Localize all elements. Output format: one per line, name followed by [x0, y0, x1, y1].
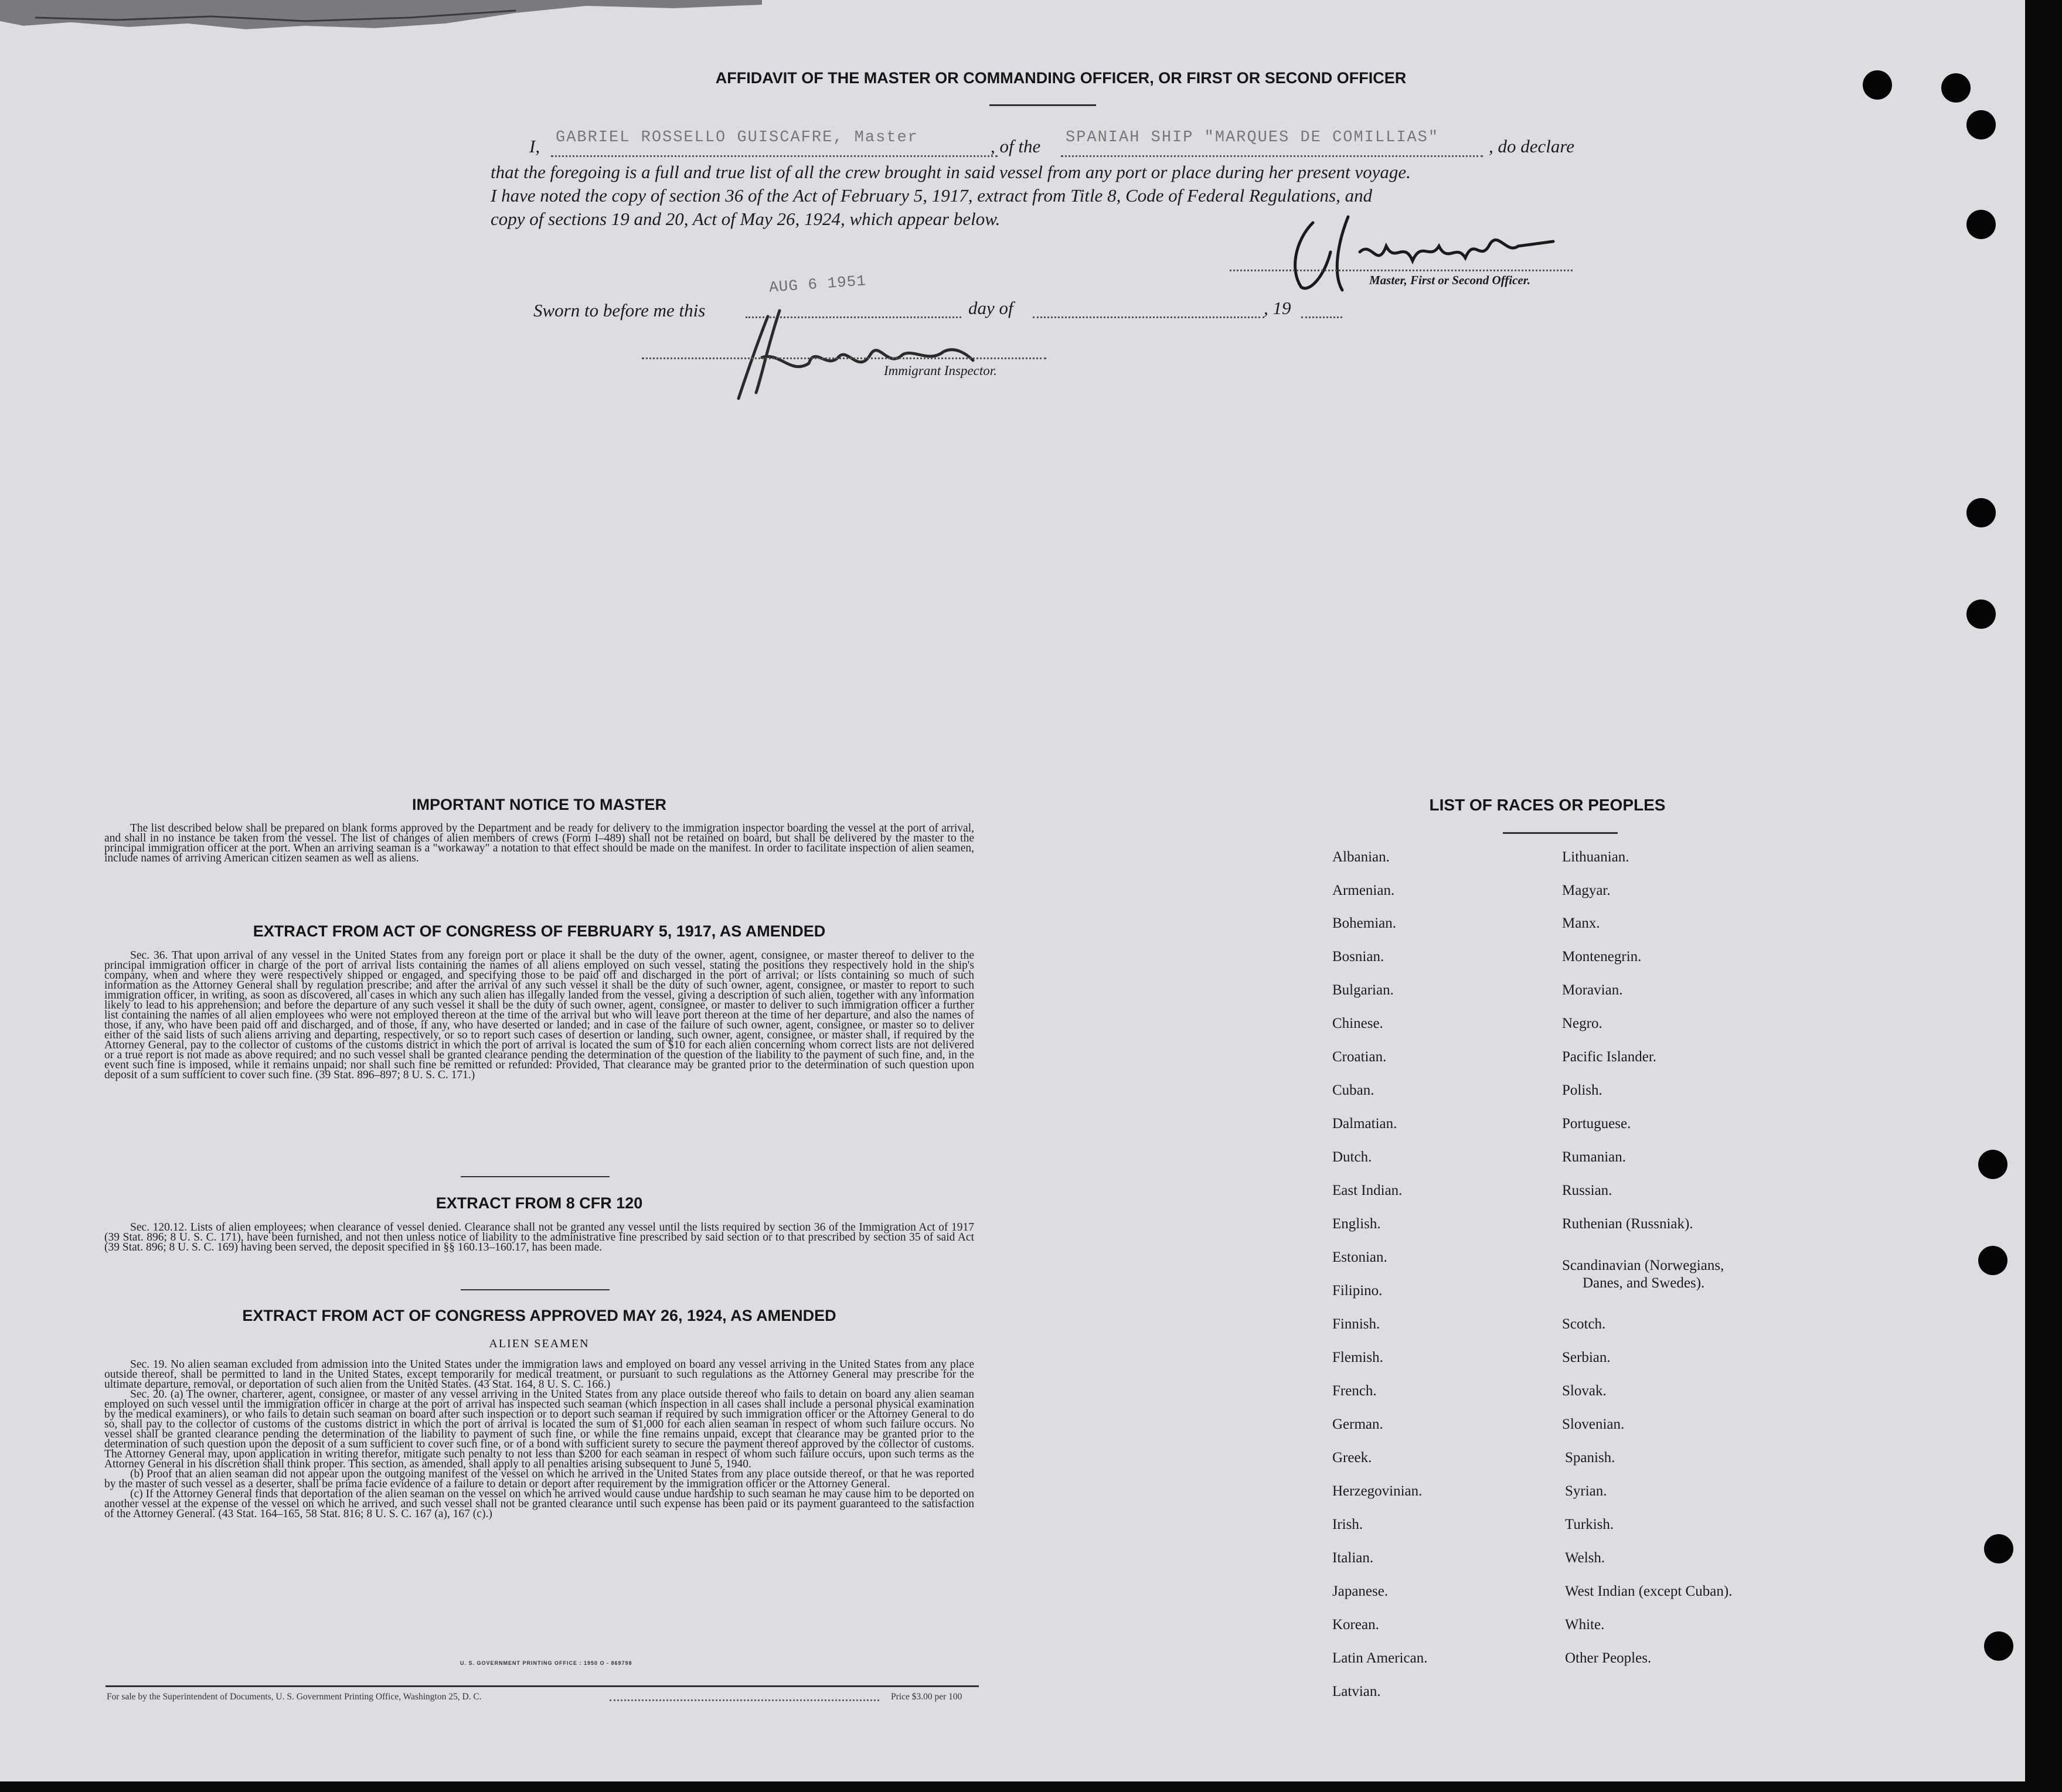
race-item: Bosnian.	[1332, 949, 1384, 965]
punch-hole	[1966, 210, 1996, 239]
sworn-label: Sworn to before me this	[533, 300, 706, 321]
scan-border-bottom	[0, 1781, 2062, 1792]
race-item: Manx.	[1562, 915, 1600, 931]
race-item: Welsh.	[1565, 1550, 1605, 1566]
declaration-line-4: copy of sections 19 and 20, Act of May 26, 1924, which appear below.	[491, 209, 1001, 229]
race-item: Greek.	[1332, 1450, 1372, 1466]
punch-hole	[1966, 498, 1996, 527]
race-item: Chinese.	[1332, 1016, 1383, 1031]
races-title-rule	[1503, 832, 1618, 834]
section-19-paragraph: Sec. 19. No alien seaman excluded from admission into the United States under the immigration laws and employed on board any vessel arriving in the United States from any place outside thereof, shall be permitted to land in the United States, except temporarily for medical treatment, or pursuant to such regulations as the Attorney General may prescribe for the ultimate departure, removal, or deportation of such alien from the United States. (43 Stat. 164, 8 U. S. C. 166.)	[104, 1358, 974, 1391]
footer-leader	[610, 1699, 879, 1701]
race-item: Finnish.	[1332, 1316, 1380, 1332]
race-item: Serbian.	[1562, 1350, 1611, 1365]
affidavit-title: AFFIDAVIT OF THE MASTER OR COMMANDING OFFICER, OR FIRST OR SECOND OFFICER	[715, 69, 1407, 87]
punch-hole	[1966, 599, 1996, 629]
footer-rule	[106, 1685, 979, 1687]
extract-1924-title: EXTRACT FROM ACT OF CONGRESS APPROVED MAY 26, 1924, AS AMENDED	[242, 1307, 836, 1324]
race-item: Flemish.	[1332, 1350, 1383, 1365]
race-item: Russian.	[1562, 1183, 1612, 1198]
master-officer-label: Master, First or Second Officer.	[1369, 273, 1530, 287]
race-item: Spanish.	[1565, 1450, 1615, 1466]
month-line	[1033, 316, 1264, 318]
year-prefix: , 19	[1264, 298, 1291, 318]
race-item: French.	[1332, 1383, 1377, 1399]
declaration-i: I,	[529, 136, 540, 156]
notice-paragraph: The list described below shall be prepared on blank forms approved by the Department and be ready for delivery to the immigration inspector boarding the vessel at the port of arrival, and shall in no instance be taken from the vessel. The list of changes of alien members of crews (Form I–489) shall not be retained on board, but shall be delivered by the master to the principal immigration officer at the port. When an arriving seaman is a "workaway" a notation to that effect should be made on the manifest. In order to facilitate inspection of alien seamen, include names of arriving American citizen seamen as well as aliens.	[104, 822, 974, 864]
master-signature-line	[1230, 270, 1573, 271]
race-item: Filipino.	[1332, 1283, 1383, 1299]
race-item: Polish.	[1562, 1082, 1602, 1098]
race-item: Syrian.	[1565, 1483, 1607, 1499]
race-item: Korean.	[1332, 1617, 1379, 1633]
torn-top-edge	[0, 0, 762, 33]
race-item: Albanian.	[1332, 849, 1390, 865]
punch-hole	[1984, 1534, 2013, 1563]
race-item: Negro.	[1562, 1016, 1602, 1031]
gpo-imprint: U. S. GOVERNMENT PRINTING OFFICE : 1950 O - 869798	[460, 1660, 632, 1666]
divider	[461, 1289, 610, 1290]
declaration-line-2: that the foregoing is a full and true list of all the crew brought in said vessel from any port or place during her present voyage.	[491, 162, 1411, 182]
do-declare-label: , do declare	[1489, 136, 1575, 156]
inspector-signature	[727, 299, 996, 404]
race-item: Irish.	[1332, 1517, 1363, 1532]
punch-hole	[1863, 70, 1892, 100]
section-20b-paragraph: (b) Proof that an alien seaman did not appear upon the outgoing manifest of the vessel on which he arrived in the United States from any place outside thereof, or that he was reported by the master of such vessel as a deserter, shall be prima facie evidence of a failure to detain or deport after requirement by the immigration officer or the Attorney General.	[104, 1468, 974, 1490]
race-item: Japanese.	[1332, 1583, 1389, 1599]
race-item: Italian.	[1332, 1550, 1374, 1566]
race-item: Latin American.	[1332, 1650, 1428, 1666]
race-item: Other Peoples.	[1565, 1650, 1652, 1666]
extract-1924-text	[104, 1360, 974, 1519]
race-item: Scotch.	[1562, 1316, 1606, 1332]
of-the-label: , of the	[991, 136, 1041, 156]
extract-1917-text	[104, 950, 974, 1080]
race-item: Magyar.	[1562, 883, 1611, 898]
race-item: Slovak.	[1562, 1383, 1607, 1399]
punch-hole	[1984, 1631, 2013, 1661]
punch-hole	[1978, 1246, 2007, 1275]
notice-text	[104, 823, 974, 863]
master-name-line	[551, 155, 998, 157]
race-item: Portuguese.	[1562, 1116, 1631, 1132]
punch-hole	[1966, 110, 1996, 139]
date-stamp: AUG 6 1951	[768, 272, 867, 297]
race-item: Ruthenian (Russniak).	[1562, 1216, 1693, 1232]
extract-cfr-text	[104, 1222, 974, 1252]
price: Price $3.00 per 100	[891, 1692, 962, 1702]
section-36-paragraph: Sec. 36. That upon arrival of any vessel in the United States from any foreign port or place it shall be the duty of the owner, agent, consignee, or master thereof to deliver to the principal immigration officer in charge of the port of arrival lists containing the names of all aliens employed on such vessel, stating the positions they respectively hold in the ship's company, when and where they were respectively shipped or engaged, and specifying those to be paid off and discharged in the port of arrival; or lists containing so much of such information as the Attorney General shall by regulation prescribe; and after the arrival of any such vessel it shall be the duty of such owner, agent, consignee, or master to report to such immigration officer, in writing, as soon as discovered, all cases in which any such alien has illegally landed from the vessel, giving a description of such alien, together with any information likely to lead to his apprehension; and before the departure of any such vessel it shall be the duty of such owner, agent, consignee, or master to deliver to such immigration officer a further list containing the names of all alien employees who were not employed thereon at the time of the arrival but who will leave port thereon at the time of her departure, and also the names of those, if any, who have been paid off and discharged, and of those, if any, who have deserted or landed; and in case of the failure of such owner, agent, consignee, or master so to deliver either of the said lists of such aliens arriving and departing, respectively, or so to report such cases of desertion or landing, such owner, agent, consignee, or master shall, if required by the Attorney General, pay to the collector of customs of the customs district in which the port of arrival is located the sum of $10 for each alien concerning whom correct lists are not delivered or a true report is not made as above required; and no such vessel shall be granted clearance pending the determination of the question of the liability to the payment of such fine, and, in the event such fine is imposed, while it remains unpaid; nor shall such fine be remitted or refunded: Provided, That clearance may be granted prior to the determination of such question upon deposit of a sum sufficient to cover such fine. (39 Stat. 896–897; 8 U. S. C. 171.)	[104, 949, 974, 1081]
year-line	[1301, 316, 1342, 318]
day-of-label: day of	[968, 298, 1013, 318]
race-item: Lithuanian.	[1562, 849, 1629, 865]
divider	[461, 1176, 610, 1177]
inspector-line	[642, 357, 1046, 359]
race-item: East Indian.	[1332, 1183, 1403, 1198]
race-item: Pacific Islander.	[1562, 1049, 1657, 1065]
race-item: Rumanian.	[1562, 1149, 1627, 1165]
race-item: Bohemian.	[1332, 915, 1397, 931]
section-20a-paragraph: Sec. 20. (a) The owner, charterer, agent, consignee, or master of any vessel arriving in the United States from any place outside thereof who fails to detain on board any alien seaman employed on such vessel until the immigration officer in charge at the port of arrival has inspected such seaman (which inspection in all cases shall include a personal physical examination by the medical examiners), or who fails to detain such seaman on board after such inspection or to deport such seaman if required by such immigration officer or the Attorney General to do so, shall pay to the collector of customs of the customs district in which the port of arrival is located the sum of $1,000 for each alien seaman in respect of whom such failure occurs. No vessel shall be granted clearance pending the determination of the liability to payment of such fine, or while the fine remains unpaid, except that clearance may be granted prior to the determination of such question upon the deposit of a sum sufficient to cover such fine, or of a bond with sufficient surety to secure the payment thereof approved by the collector of customs. The Attorney General may, upon application in writing therefor, mitigate such penalty to not less than $200 for each seaman in respect of whom such failure occurs, upon such terms as the Attorney General in his discretion shall think proper. This section, as amended, shall apply to all penalties arising subsequent to June 5, 1940.	[104, 1388, 974, 1470]
race-item: Scandinavian (Norwegians,	[1562, 1258, 1724, 1273]
race-item: Moravian.	[1562, 982, 1623, 998]
extract-cfr-title: EXTRACT FROM 8 CFR 120	[435, 1194, 643, 1212]
race-item: Slovenian.	[1562, 1416, 1625, 1432]
race-item: Cuban.	[1332, 1082, 1374, 1098]
race-item: Bulgarian.	[1332, 982, 1394, 998]
race-item: Croatian.	[1332, 1049, 1387, 1065]
race-item: English.	[1332, 1216, 1381, 1232]
alien-seamen-subtitle: ALIEN SEAMEN	[489, 1337, 590, 1350]
race-item: Turkish.	[1565, 1517, 1614, 1532]
punch-hole	[1941, 73, 1971, 103]
punch-hole	[1978, 1150, 2007, 1179]
race-item: Dutch.	[1332, 1149, 1372, 1165]
title-rule	[989, 104, 1096, 106]
race-item: West Indian (except Cuban).	[1565, 1583, 1733, 1599]
extract-1917-title: EXTRACT FROM ACT OF CONGRESS OF FEBRUARY 5, 1917, AS AMENDED	[253, 922, 826, 940]
master-name-typed: GABRIEL ROSSELLO GUISCAFRE, Master	[556, 129, 918, 147]
sale-notice: For sale by the Superintendent of Documents, U. S. Government Printing Office, Washington 25, D. C.	[107, 1692, 482, 1702]
vessel-name-line	[1061, 155, 1483, 157]
race-item: German.	[1332, 1416, 1383, 1432]
section-120-paragraph: Sec. 120.12. Lists of alien employees; when clearance of vessel denied. Clearance shall not be granted any vessel until the lists required by section 36 of the Immigration Act of 1917 (39 Stat. 896; 8 U. S. C. 171), have been furnished, and not then unless notice of liability to the administrative fine prescribed by said section or to that prescribed by section 35 of said Act (39 Stat. 896; 8 U. S. C. 169) having been served, the deposit specified in §§ 160.13–160.17, has been made.	[104, 1221, 974, 1253]
race-item: Estonian.	[1332, 1249, 1387, 1265]
race-item: Latvian.	[1332, 1684, 1381, 1699]
declaration-line-3: I have noted the copy of section 36 of the Act of February 5, 1917, extract from Title 8, Code of Federal Regulations, and	[491, 185, 1373, 206]
race-item: Herzegovinian.	[1332, 1483, 1423, 1499]
race-item: Armenian.	[1332, 883, 1395, 898]
scan-border-right	[2025, 0, 2062, 1792]
vessel-name-typed: SPANIAH SHIP "MARQUES DE COMILLIAS"	[1066, 129, 1440, 147]
race-item: Montenegrin.	[1562, 949, 1642, 965]
race-item: Dalmatian.	[1332, 1116, 1397, 1132]
notice-title: IMPORTANT NOTICE TO MASTER	[412, 796, 666, 813]
race-item: White.	[1565, 1617, 1605, 1633]
races-title: LIST OF RACES OR PEOPLES	[1429, 796, 1666, 814]
race-item: Danes, and Swedes).	[1583, 1275, 1705, 1291]
section-20c-paragraph: (c) If the Attorney General finds that deportation of the alien seaman on the vessel on which he arrived would cause undue hardship to such seaman he may cause him to be deported on another vessel at the expense of the vessel on which he arrived, and such vessel shall not be granted clearance until such expense has been paid or its payment guaranteed to the satisfaction of the Attorney General. (43 Stat. 164–165, 58 Stat. 816; 8 U. S. C. 167 (a), 167 (c).)	[104, 1488, 974, 1520]
inspector-label: Immigrant Inspector.	[884, 363, 997, 378]
